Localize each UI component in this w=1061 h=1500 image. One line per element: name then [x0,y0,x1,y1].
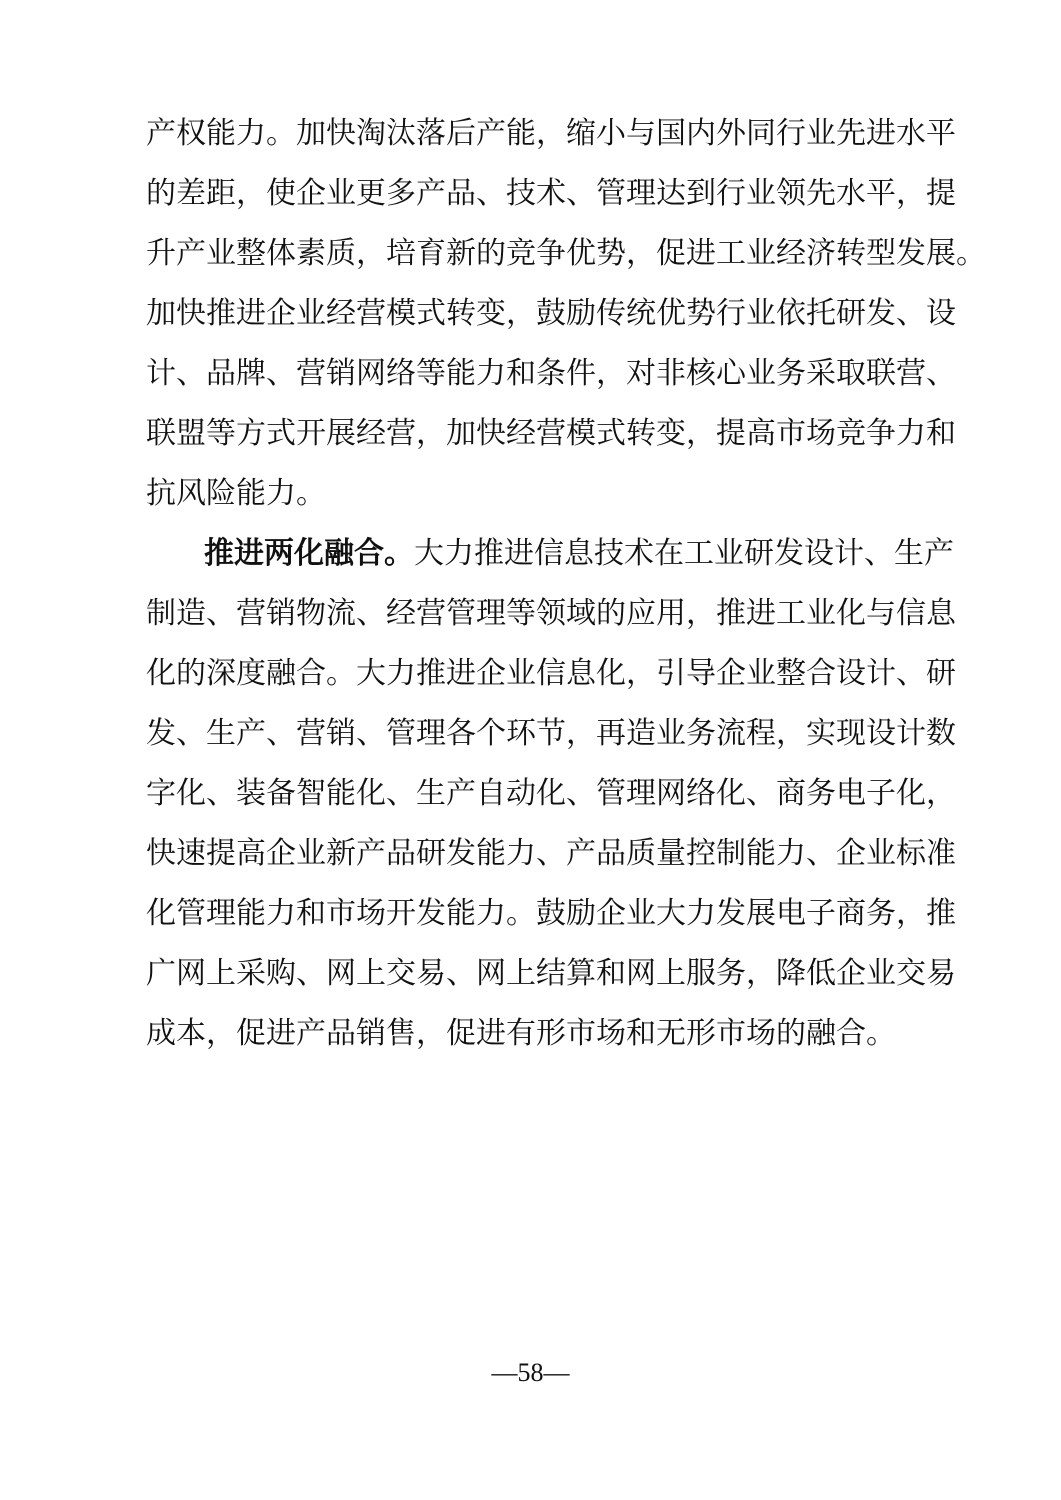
text-line: 成本，促进产品销售，促进有形市场和无形市场的融合。 [146,1016,896,1051]
text-line: 抗风险能力。 [146,476,326,511]
text-line: 快速提高企业新产品研发能力、产品质量控制能力、企业标准 [146,836,956,871]
text-line: 升产业整体素质，培育新的竞争优势，促进工业经济转型发展。 [146,236,986,271]
paragraph-capacity [146,104,986,524]
paragraph-first-line [146,524,954,584]
text-line: 计、品牌、营销网络等能力和条件，对非核心业务采取联营、 [146,356,956,391]
text-line: 加快推进企业经营模式转变，鼓励传统优势行业依托研发、设 [146,296,956,331]
text-line: 字化、装备智能化、生产自动化、管理网络化、商务电子化， [146,776,956,811]
section-heading: 推进两化融合。 [204,536,414,571]
text-line: 化管理能力和市场开发能力。鼓励企业大力发展电子商务，推 [146,896,956,931]
text-line: 发、生产、营销、管理各个环节，再造业务流程，实现设计数 [146,716,956,751]
text-line: 产权能力。加快淘汰落后产能，缩小与国内外同行业先进水平 [146,116,956,151]
paragraph-integration [146,524,956,1064]
text-run: 大力推进信息技术在工业研发设计、生产 [414,536,954,571]
document-body [146,104,986,1064]
text-line: 的差距，使企业更多产品、技术、管理达到行业领先水平，提 [146,176,956,211]
text-line: 制造、营销物流、经营管理等领域的应用，推进工业化与信息 [146,596,956,631]
text-line: 化的深度融合。大力推进企业信息化，引导企业整合设计、研 [146,656,956,691]
text-line: 广网上采购、网上交易、网上结算和网上服务，降低企业交易 [146,956,956,991]
page-number: —58— [491,1358,570,1387]
text-line: 联盟等方式开展经营，加快经营模式转变，提高市场竞争力和 [146,416,956,451]
